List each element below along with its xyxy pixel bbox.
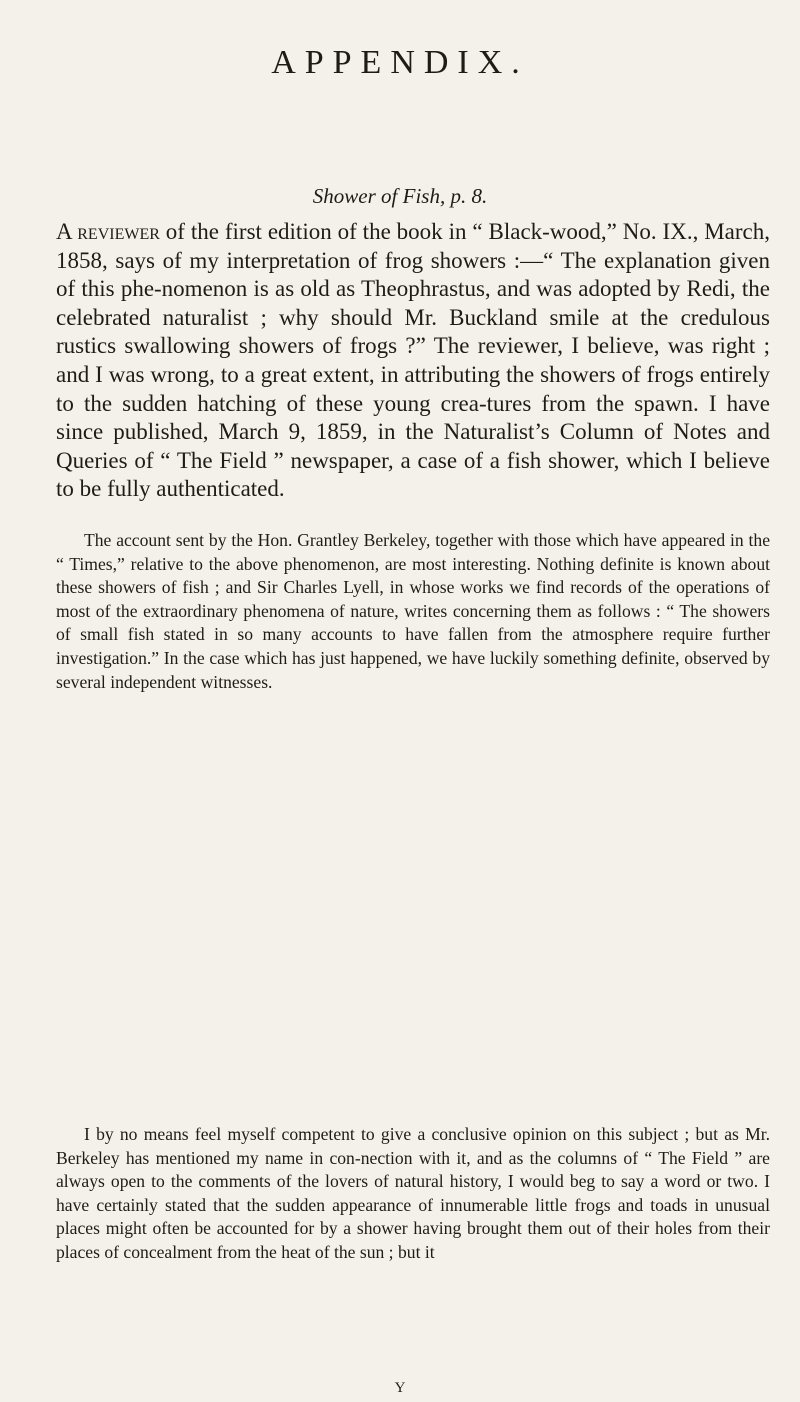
paragraph-1-lead: A reviewer (56, 219, 160, 244)
appendix-heading: APPENDIX. (271, 44, 529, 81)
signature-mark: Y (394, 1380, 406, 1396)
paragraph-1-body: of the first edition of the book in “ Black-wood,” No. IX., March, 1858, says of my interpretation of frog showers :—“ The explanation given of this phe-nomenon is as old as Theophrastus, and was adopted by Redi, the celebrated naturalist ; why should Mr. Buckland smile at the credulous rustics swallowing showers of frogs ?” The reviewer, I believe, was right ; and I was wrong, to a great extent, in attributing the showers of frogs entirely to the sudden hatching of these young crea-tures from the spawn. I have since published, March 9, 1859, in the Naturalist’s Column of Notes and Queries of “ The Field ” newspaper, a case of a fish shower, which I believe to be fully authenticated. (56, 219, 770, 502)
section-subheading: Shower of Fish, p. 8. (312, 184, 488, 208)
paragraph-1 (56, 218, 770, 504)
paragraph-3: I by no means feel myself competent to give a conclusive opinion on this subject ; but as Mr. Berkeley has mentioned my name in con-nection with it, and as the columns of “ The Field ” are always open to the comments of the lovers of natural history, I would beg to say a word or two. I have certainly stated that the sudden appearance of innumerable little frogs and toads in unusual places might often be accounted for by a shower having brought them out of their holes from their places of concealment from the heat of the sun ; but it (56, 1124, 770, 1262)
paragraph-2: The account sent by the Hon. Grantley Berkeley, together with those which have appeared in the “ Times,” relative to the above phenomenon, are most interesting. Nothing definite is known about these showers of fish ; and Sir Charles Lyell, in whose works we find records of the operations of most of the extraordinary phenomena of nature, writes concerning them as follows : “ The showers of small fish stated in so many accounts to have fallen from the atmosphere require further investigation.” In the case which has just happened, we have luckily something definite, observed by several independent witnesses. (56, 530, 770, 692)
